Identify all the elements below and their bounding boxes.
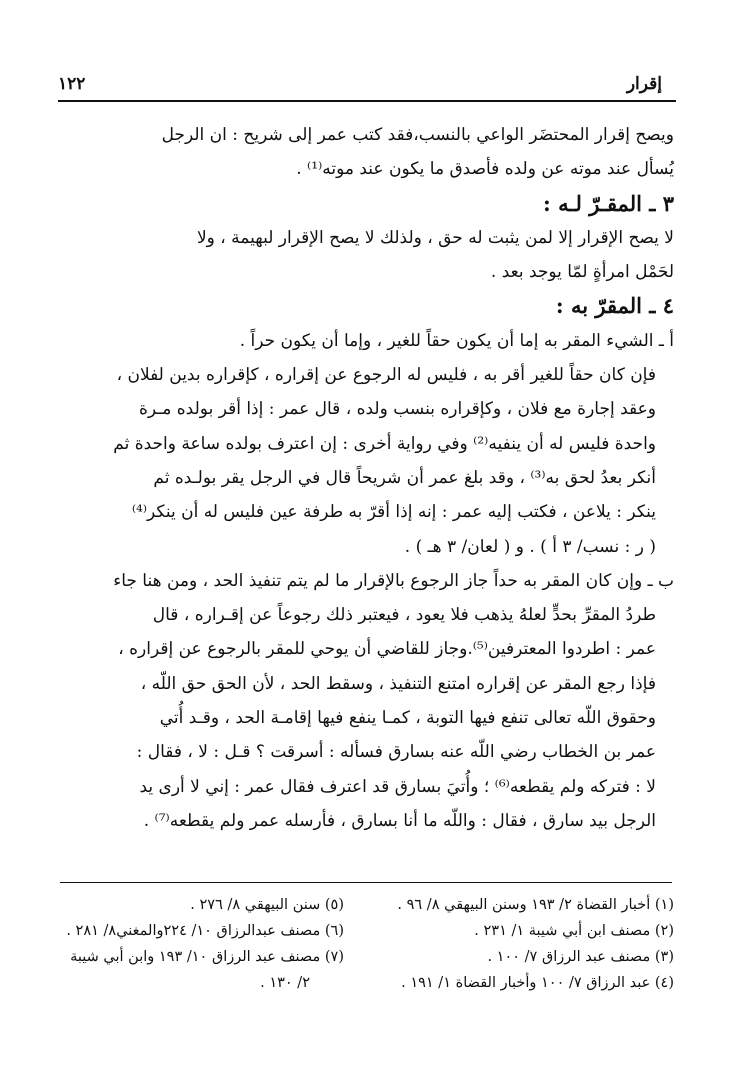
text-line: لا : فتركه ولم يقطعه⁽⁶⁾ ؛ وأُتيَ بسارق قد اعترف فقال عمر : إني لا أرى يد [139, 776, 656, 797]
footnote: (٧) مصنف عبد الرزاق ١٠/ ١٩٣ وابن أبي شيبة [70, 949, 344, 965]
text-line: ينكر : يلاعن ، فكتب إليه عمر : إنه إذا أقرّ به طرفة عين فليس له أن ينكر⁽⁴⁾ [131, 502, 656, 523]
footnote: (٥) سنن البيهقي ٨/ ٢٧٦ . [190, 897, 344, 913]
footnote-continuation: ٢/ ١٣٠ . [260, 975, 310, 991]
footnote: (٤) عبد الرزاق ٧/ ١٠٠ وأخبار القضاة ١/ ١٩١ . [401, 975, 674, 991]
header-rule [58, 100, 676, 102]
text-line: لحَمْل امرأةٍ لمّا يوجد بعد . [490, 262, 674, 283]
list-item-label: أ ـ الشيء المقر به إما أن يكون حقاً للغير ، وإما أن يكون حراً . [239, 330, 674, 351]
text-line: عمر : اطردوا المعترفين⁽⁵⁾.وجاز للقاضي أن يوحي للمقر بالرجوع عن إقراره ، [118, 639, 656, 660]
footnote: (١) أخبار القضاة ٢/ ١٩٣ وسنن البيهقي ٨/ ٩٦ . [397, 897, 674, 913]
footnotes-column-left [44, 892, 344, 996]
text-line: عمر بن الخطاب رضي اللّه عنه بسارق فسأله : أسرقت ؟ قـل : لا ، فقال : [136, 742, 656, 763]
footnote-rule [60, 882, 672, 883]
footnote: (٣) مصنف عبد الرزاق ٧/ ١٠٠ . [487, 949, 674, 965]
main-text [54, 118, 674, 838]
page-number: ١٢٢ [58, 74, 86, 94]
text-line: ويصح إقرار المحتضَر الواعي بالنسب،فقد كتب عمر إلى شريح : ان الرجل [161, 125, 674, 145]
text-line: وعقد إجارة مع فلان ، وكإقراره بنسب ولده ، قال عمر : إذا أقر بولده مـرة [139, 399, 656, 420]
footnote: (٢) مصنف ابن أبي شيبة ١/ ٢٣١ . [474, 923, 674, 939]
text-line: لا يصح الإقرار إلا لمن يثبت له حق ، ولذلك لا يصح الإقرار لبهيمة ، ولا [196, 227, 674, 248]
cross-reference: ( ر : نسب/ ٣ أ ) . و ( لعان/ ٣ هـ ) . [404, 536, 656, 557]
list-item-label: ب ـ وإن كان المقر به حداً جاز الرجوع بالإقرار ما لم يتم تنفيذ الحد ، ومن هنا جاء [113, 570, 674, 591]
text-line: طردُ المقرِّ بحدٍّ لعلهُ يذهب فلا يعود ، فيعتبر ذلك رجوعاً عن إقـراره ، قال [152, 605, 656, 626]
footnote: (٦) مصنف عبدالرزاق ١٠/ ٢٢٤والمغني٨/ ٢٨١ . [66, 923, 344, 939]
section-heading: ٤ ـ المقرّ به : [555, 293, 674, 319]
section-heading: ٣ ـ المقـرّ لـه : [543, 190, 674, 216]
text-line: أنكر بعدُ لحق به⁽³⁾ ، وقد بلغ عمر أن شريحاً قال في الرجل يقر بولـده ثم [153, 467, 656, 488]
text-line: فإذا رجع المقر عن إقراره امتنع التنفيذ ، وسقط الحد ، لأن الحق حق اللّه ، [140, 673, 656, 694]
text-line: وحقوق اللّه تعالى تنفع فيها التوبة ، كمـا ينفع فيها إقامـة الحد ، وقـد أُتي [159, 708, 656, 729]
footnotes-column-right [374, 892, 674, 996]
running-head-title: إقرار [626, 74, 662, 94]
text-line: واحدة فليس له أن ينفيه⁽²⁾ وفي رواية أخرى : إن اعترف بولده ساعة واحدة ثم [113, 433, 656, 454]
text-line: يُسأل عند موته عن ولده فأصدق ما يكون عند موته⁽¹⁾ . [296, 159, 674, 180]
text-line: فإن كان حقاً للغير أقر به ، فليس له الرجوع عن إقراره ، كإقراره بدين لفلان ، [116, 365, 656, 386]
text-line: الرجل بيد سارق ، فقال : واللّه ما أنا بسارق ، فأرسله عمر ولم يقطعه⁽⁷⁾ . [143, 810, 656, 831]
